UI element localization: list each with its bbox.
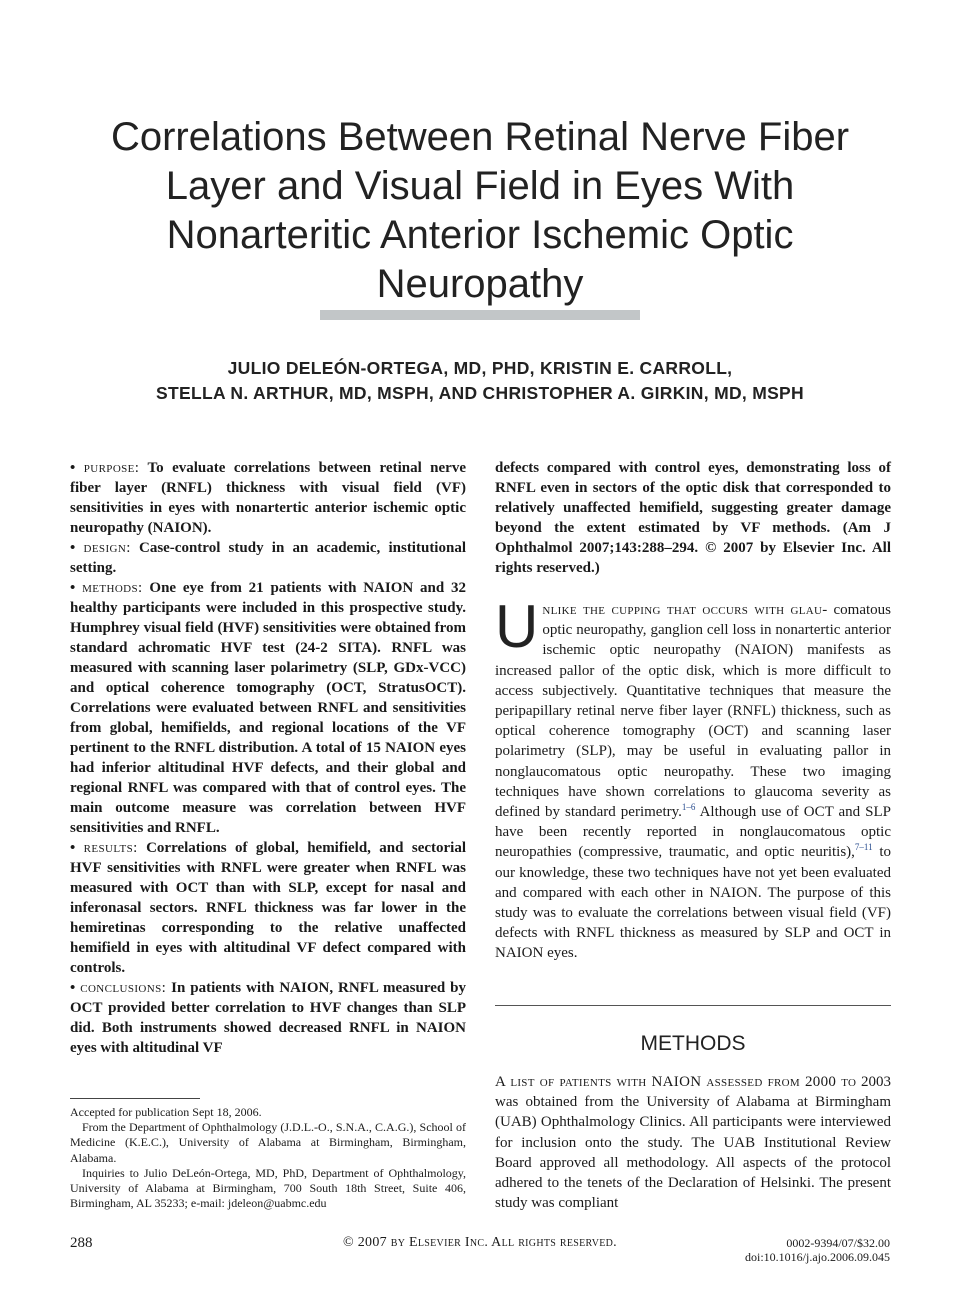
- issn-price: 0002-9394/07/$32.00: [786, 1236, 890, 1250]
- author-list: [60, 356, 900, 406]
- bullet-icon: •: [70, 460, 76, 476]
- results-heading: results:: [83, 840, 138, 856]
- bullet-icon: •: [70, 840, 76, 856]
- intro-lead: nlike the cupping that occurs with glau-: [542, 602, 828, 618]
- reference-link[interactable]: 1–6: [681, 802, 696, 813]
- footnote-divider: [70, 1098, 200, 1099]
- article-title: Correlations Between Retinal Nerve Fiber Layer and Visual Field in Eyes With Nonarteritic Anterior Ischemic Optic Neuropathy: [110, 114, 850, 306]
- drop-cap: U: [495, 593, 539, 660]
- abstract-conclusions: [70, 978, 466, 1058]
- page-number: 288: [70, 1235, 93, 1251]
- bullet-icon: •: [70, 580, 76, 596]
- conclusions-continued: defects compared with control eyes, demonstrating loss of RNFL even in sectors of the optic disk that corresponded to relatively unaffected hemifield, suggesting greater damage beyond the extent estimated by VF methods. (Am J Ophthalmol 2007;143:288–294. © 2007 by Elsevier Inc. All rights reserved.): [495, 460, 891, 576]
- copyright-notice: © 2007 by Elsevier Inc. All rights reserved.: [343, 1235, 617, 1250]
- intro-text-2: Although use of OCT and SLP have been recently reported in nonglaucomatous optic neuropathies (compressive, traumatic, and optic neuritis),: [495, 804, 891, 861]
- methods-lead: A list of patients with NAION assessed from 2000 to: [495, 1074, 857, 1090]
- purpose-heading: purpose:: [83, 460, 140, 476]
- footnote-inquiries: Inquiries to Julio DeLeón-Ortega, MD, PhD, Department of Ophthalmology, University of Alabama at Birmingham, 700 South 18th Street, Suite 406, Birmingham, AL 35233; e-mail: jdeleon@uabmc.edu: [70, 1165, 466, 1211]
- introduction: [495, 593, 891, 964]
- abstract-purpose: [70, 458, 466, 538]
- methods-body-text: 2003 was obtained from the University of Alabama at Birmingham (UAB) Ophthalmology Clinics. All participants were interviewed for inclusion onto the study. The UAB Institutional Review Board approved all methodology. All aspects of the protocol adhered to the tenets of the Declaration of Helsinki. The present study was compliant: [495, 1074, 892, 1212]
- design-heading: design:: [83, 540, 131, 556]
- design-text: Case-control study in an academic, institutional setting.: [70, 540, 466, 576]
- conclusions-heading: conclusions:: [80, 980, 167, 996]
- bullet-icon: •: [70, 980, 76, 996]
- methods-section-heading: METHODS: [640, 1032, 746, 1055]
- intro-text-1: comatous optic neuropathy, ganglion cell loss in nonartertic anterior ischemic optic neuropathy (NAION) manifests as increased pallor of the optic disk, which is more difficult to access subjectively. Quantitative techniques that measure the peripapillary retinal nerve fiber layer (RNFL) thickness, such as optical coherence tomography (OCT) and scanning laser polarimetry (SLP), may be useful in evaluating pallor in nonglaucomatous optic neuropathy. These two imaging techniques have shown correlations to glaucoma severity as defined by standard perimetry.: [495, 602, 891, 821]
- methods-paragraph: [495, 1072, 891, 1213]
- author-line-2: STELLA N. ARTHUR, MD, MSPH, AND CHRISTOPHER A. GIRKIN, MD, MSPH: [156, 383, 804, 403]
- author-line-1: JULIO DELEÓN-ORTEGA, MD, PHD, KRISTIN E. CARROLL,: [227, 358, 733, 378]
- intro-text-3: to our knowledge, these two techniques have not yet been evaluated and compared with each other in NAION. The purpose of this study was to evaluate the correlations between visual field (VF) defects with RNFL thickness as measured by SLP and OCT in NAION eyes.: [495, 844, 891, 962]
- section-divider: [495, 1005, 891, 1006]
- methods-text: One eye from 21 patients with NAION and 32 healthy participants were included in this prospective study. Humphrey visual field (HVF) sensitivities were obtained from standard achromatic HVF test (24-2 SITA). RNFL was measured with scanning laser polarimetry (SLP, GDx-VCC) and optical coherence tomography (OCT, StratusOCT). Correlations were evaluated between RNFL and sensitivities from global, hemifields, and regional locations of the VF pertinent to the RNFL distribution. A total of 15 NAION eyes had inferior altitudinal HVF defects, and their global and regional RNFL was compared with that of control eyes. The main outcome measure was correlation between HVF sensitivities and RNFL.: [70, 580, 466, 836]
- abstract-methods: [70, 578, 466, 838]
- title-divider: [320, 310, 640, 320]
- results-text: Correlations of global, hemifield, and sectorial HVF sensitivities with RNFL were greater when RNFL was measured with OCT than with SLP, except for nasal and inferonasal sectors. RNFL thickness was far lower in the hemiretinas corresponding to the relative unaffected hemifield in eyes with altitudinal VF defect compared with controls.: [70, 840, 467, 976]
- abstract-results: [70, 838, 466, 978]
- footnote-accepted: Accepted for publication Sept 18, 2006.: [70, 1105, 262, 1119]
- footnotes: [70, 1105, 466, 1211]
- methods-heading: methods:: [82, 580, 143, 596]
- abstract-right-column: [495, 458, 891, 578]
- intro-paragraph: [495, 593, 891, 964]
- reference-link[interactable]: 7–11: [854, 842, 873, 853]
- footnote-affiliation: From the Department of Ophthalmology (J.D.L.-O., S.N.A., C.A.G.), School of Medicine (K.E.C.), University of Alabama at Birmingham, Birmingham, Alabama.: [70, 1120, 466, 1165]
- conclusions-text: In patients with NAION, RNFL measured by OCT provided better correlation to HVF changes than SLP did. Both instruments showed decreased RNFL in NAION eyes with altitudinal VF: [70, 980, 467, 1056]
- doi[interactable]: doi:10.1016/j.ajo.2006.09.045: [745, 1250, 890, 1264]
- purpose-text: To evaluate correlations between retinal nerve fiber layer (RNFL) thickness with visual field (VF) sensitivities in eyes with nonartertic anterior ischemic optic neuropathy (NAION).: [70, 460, 466, 536]
- abstract-left-column: [70, 458, 466, 1058]
- abstract-design: [70, 538, 466, 578]
- methods-section-body: [495, 1072, 891, 1213]
- publication-ids: [660, 1236, 890, 1264]
- bullet-icon: •: [70, 540, 76, 556]
